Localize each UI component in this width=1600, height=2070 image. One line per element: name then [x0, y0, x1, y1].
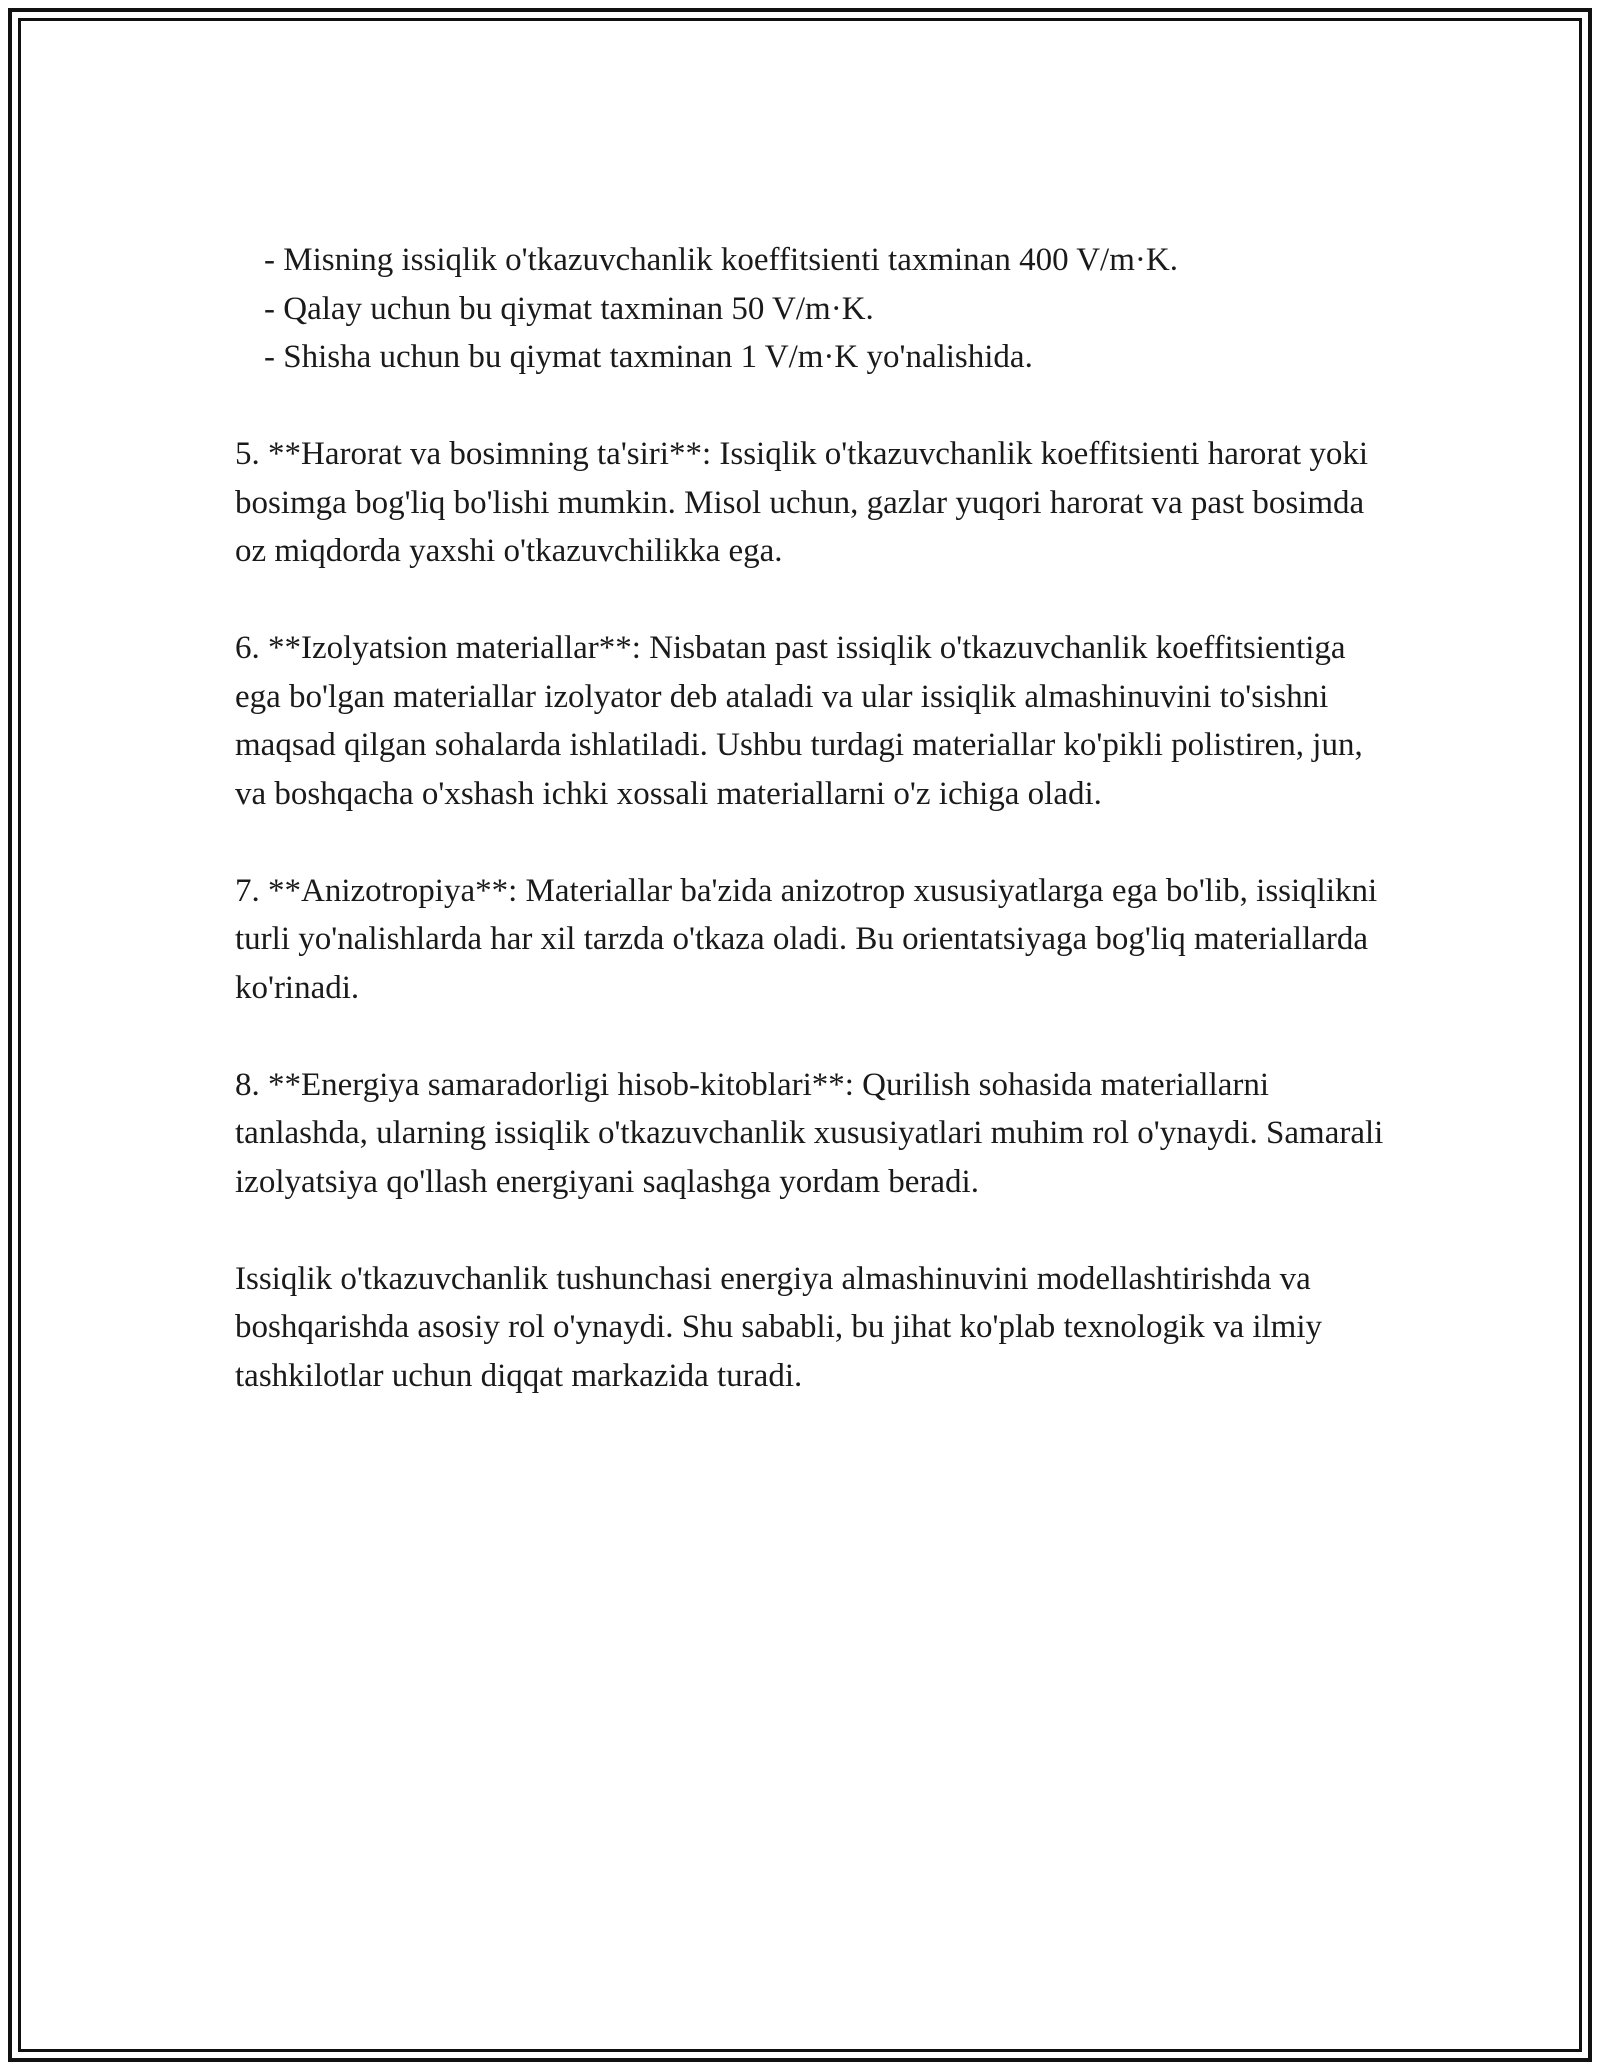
paragraph-temperature-pressure: 5. **Harorat va bosimning ta'siri**: Issiqlik o'tkazuvchanlik koeffitsienti harorat yoki bosimga bog'liq bo'lishi mumkin. Misol uchun, gazlar yuqori harorat va past bosimda oz miqdorda yaxshi o'tkazuvchilikka ega. — [235, 436, 1369, 569]
bullet-list — [235, 236, 1385, 382]
paragraph-conclusion: Issiqlik o'tkazuvchanlik tushunchasi energiya almashinuvini modellashtirishda va boshqarishda asosiy rol o'ynaydi. Shu sababli, bu jihat ko'plab texnologik va ilmiy tashkilotlar uchun diqqat markazida turadi. — [235, 1260, 1323, 1394]
paragraph-anisotropy: 7. **Anizotropiya**: Materiallar ba'zida anizotrop xususiyatlarga ega bo'lib, issiqlikni turli yo'nalishlarda har xil tarzda o'tkaza oladi. Bu orientatsiyaga bog'liq materiallarda ko'rinadi. — [235, 872, 1378, 1006]
paragraph-energy-efficiency: 8. **Energiya samaradorligi hisob-kitoblari**: Qurilish sohasida materiallarni tanlashda, ularning issiqlik o'tkazuvchanlik xususiyatlari muhim rol o'ynaydi. Samarali izolyatsiya qo'llash energiyani saqlashga yordam beradi. — [235, 1066, 1384, 1200]
document-body — [235, 236, 1385, 1400]
paragraph-insulating-materials: 6. **Izolyatsion materiallar**: Nisbatan past issiqlik o'tkazuvchanlik koeffitsientiga ega bo'lgan materiallar izolyator deb ataladi va ular issiqlik almashinuvini to'sishni maqsad qilgan sohalarda ishlatiladi. Ushbu turdagi materiallar ko'pikli polistiren, jun, va boshqacha o'xshash ichki xossali materiallarni o'z ichiga oladi. — [235, 630, 1363, 812]
bullet-item-tin: - Qalay uchun bu qiymat taxminan 50 V/m·K. — [264, 290, 874, 327]
bullet-item-glass: - Shisha uchun bu qiymat taxminan 1 V/m·K yo'nalishida. — [264, 339, 1033, 375]
bullet-item-copper: - Misning issiqlik o'tkazuvchanlik koeffitsienti taxminan 400 V/m·K. — [264, 242, 1178, 278]
